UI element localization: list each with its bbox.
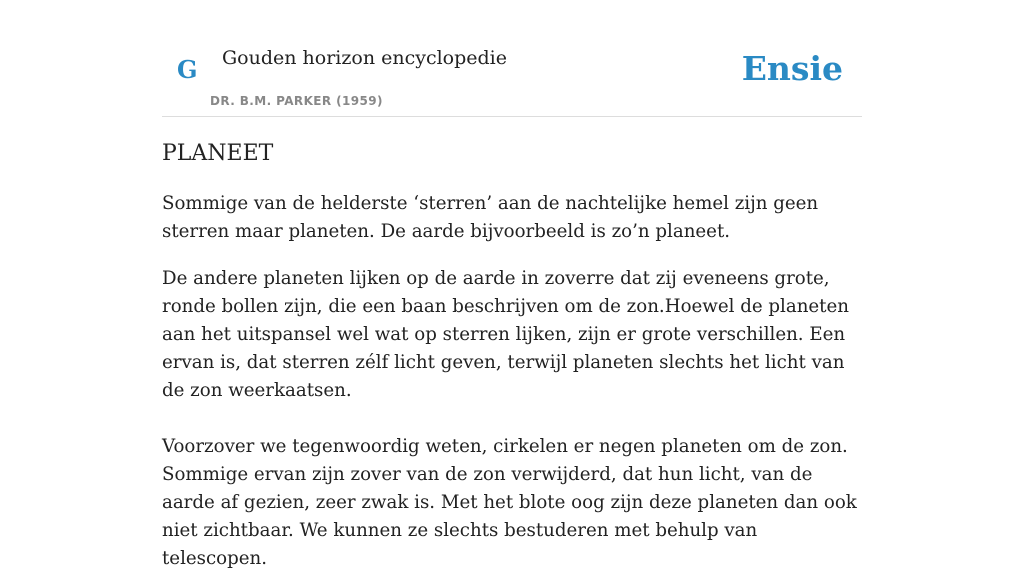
entry-paragraph-2: De andere planeten lijken op de aarde in zoverre dat zij eveneens grote, ronde bollen zijn, die een baan beschrijven om de zon.Hoewel de planeten aan het uitspansel wel wat op sterren lijken, zijn er grote verschillen. Een ervan is, dat sterren zélf licht geven, terwijl planeten slechts het licht van de zon weerkaatsen. [162, 268, 849, 401]
entry-content [162, 138, 862, 573]
book-author: DR. B.M. PARKER (1959) [210, 94, 383, 108]
entry-title: PLANEET [162, 141, 274, 166]
entry-paragraph-1: Sommige van de helderste ‘sterren’ aan de nachtelijke hemel zijn geen sterren maar planeten. De aarde bijvoorbeeld is zo’n planeet. [162, 193, 819, 242]
ensie-logo-link[interactable]: Ensie [741, 49, 843, 88]
page-header [162, 0, 862, 117]
entry-paragraph-3: Voorzover we tegenwoordig weten, cirkelen er negen planeten om de zon. Sommige ervan zijn zover van de zon verwijderd, dat hun licht, van de aarde af gezien, zeer zwak is. Met het blote oog zijn deze planeten dan ook niet zichtbaar. We kunnen ze slechts bestuderen met behulp van telescopen. [162, 436, 857, 569]
book-title-link[interactable]: Gouden horizon encyclopedie [222, 47, 507, 69]
book-logo-icon[interactable]: G [177, 55, 198, 84]
